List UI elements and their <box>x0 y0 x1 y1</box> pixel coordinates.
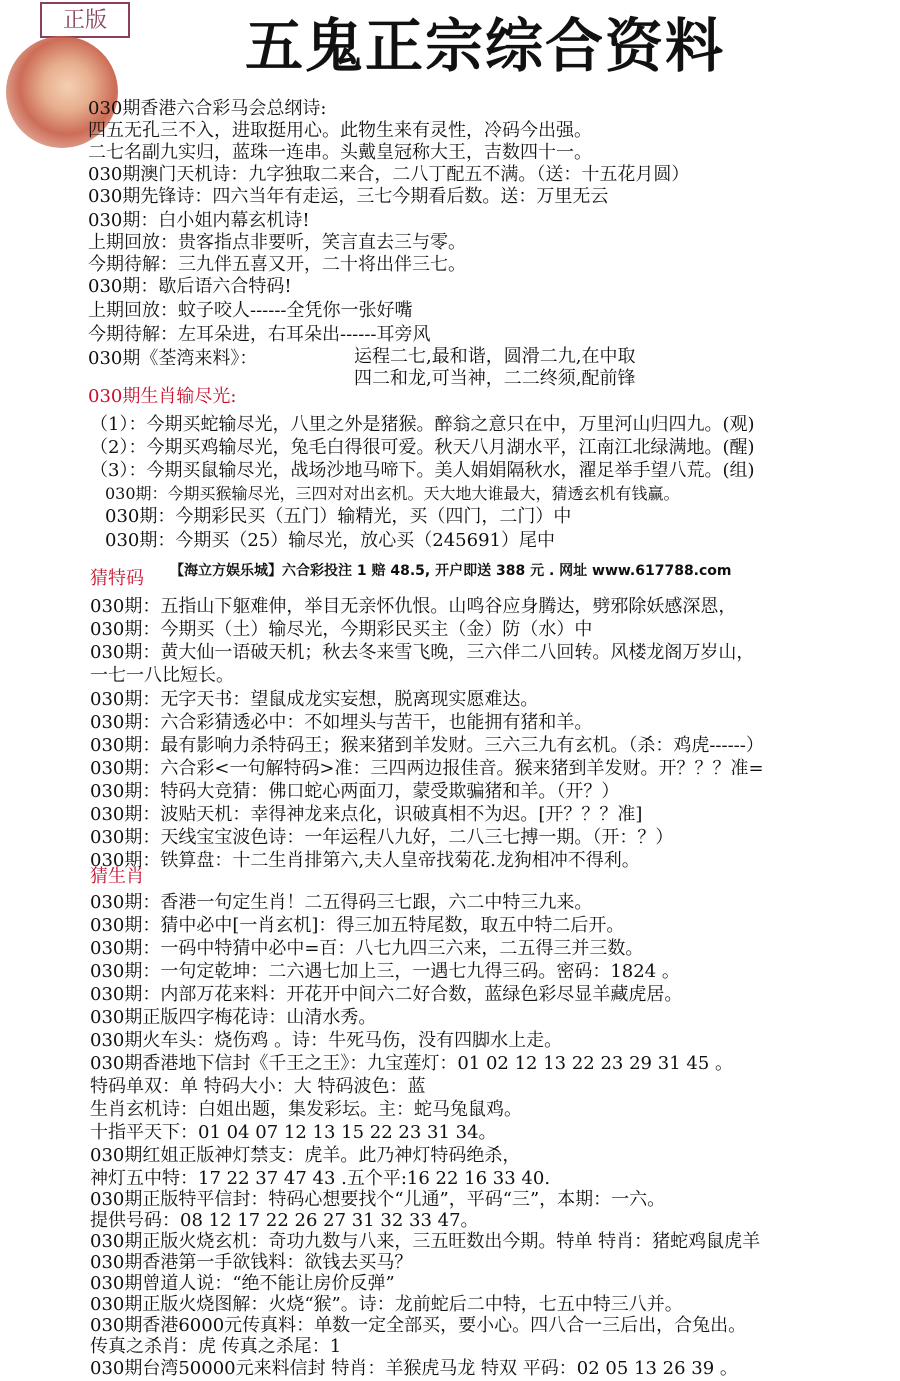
text-line: 030期澳门天机诗：九字独取二来合，二八丁配五不满。（送：十五花月圆） <box>88 164 690 185</box>
text-line: （1）：今期买蛇输尽光，八里之外是猪猴。醉翁之意只在中，万里河山归四九。(观) <box>90 414 755 435</box>
text-line: 030期：歇后语六合特码! <box>88 276 292 297</box>
text-line: 上期回放：蚊子咬人------全凭你一张好嘴 <box>88 300 413 321</box>
text-line: 特码单双：单 特码大小：大 特码波色：蓝 <box>90 1076 426 1097</box>
text-line: 四五无孔三不入，进取挺用心。此物生来有灵性，冷码今出强。 <box>88 120 592 141</box>
text-line: 030期红姐正版神灯禁支：虎羊。此乃神灯特码绝杀， <box>90 1145 521 1166</box>
text-line: 030期正版四字梅花诗：山清水秀。 <box>90 1007 377 1028</box>
text-line: 030期：猜中必中[一肖玄机]：得三加五特尾数，取五中特二后开。 <box>90 915 625 936</box>
text-line: 030期：今期彩民买（五门）输精光，买（四门，二门）中 <box>105 506 572 527</box>
text-line: 030期香港六合彩马会总纲诗: <box>88 98 327 119</box>
text-line: 030期：香港一句定生肖！二五得码三七跟，六二中特三九来。 <box>90 892 593 913</box>
text-line: 四二和龙,可当神，二二终须,配前锋 <box>354 368 636 389</box>
text-line: 030期台湾50000元来料信封 特肖：羊猴虎马龙 特双 平码：02 05 13 26 39 。 <box>90 1358 738 1379</box>
text-line: 提供号码：08 12 17 22 26 27 31 32 33 47。 <box>90 1210 479 1231</box>
text-line: 030期：今期买猴输尽光，三四对对出玄机。天大地大谁最大，猜透玄机有钱赢。 <box>105 484 680 503</box>
text-line: 上期回放：贵客指点非要听，笑言直去三与零。 <box>88 232 466 253</box>
text-line: 030期：黄大仙一语破天机；秋去冬来雪飞晚，三六伴二八回转。风楼龙阁万岁山， <box>90 642 755 663</box>
text-line: 030期香港地下信封《千王之王》：九宝莲灯：01 02 12 13 22 23 29 31 45 。 <box>90 1053 733 1074</box>
text-line: 030期香港第一手欲钱料：欲钱去买马？ <box>90 1252 413 1273</box>
section-heading: 030期生肖输尽光: <box>88 386 237 407</box>
text-line: 030期正版火烧图解：火烧“猴”。诗：龙前蛇后二中特，七五中特三八并。 <box>90 1294 683 1315</box>
text-line: 030期：一码中特猜中必中=百：八七九四三六来，二五得三并三数。 <box>90 938 644 959</box>
text-line: 运程二七,最和谐，圆滑二九,在中取 <box>354 346 636 367</box>
text-line: （3）：今期买鼠输尽光，战场沙地马啼下。美人娟娟隔秋水，濯足举手望八荒。(组) <box>90 460 755 481</box>
text-line: 二七名副九实归，蓝珠一连串。头戴皇冠称大王，吉数四十一。 <box>88 142 592 163</box>
text-line: 030期：一句定乾坤：二六遇七加上三，一遇七九得三码。密码：1824 。 <box>90 961 680 982</box>
text-line: 030期：内部万花来料：开花开中间六二好合数，蓝绿色彩尽显羊藏虎居。 <box>90 984 683 1005</box>
text-line: 一七一八比短长。 <box>90 665 234 686</box>
text-line: 030期：今期买（土）输尽光，今期彩民买主（金）防（水）中 <box>90 619 593 640</box>
text-line: 030期先锋诗：四六当年有走运，三七今期看后数。送：万里无云 <box>88 186 609 207</box>
text-line: 今期待解：三九伴五喜又开，二十将出伴三七。 <box>88 254 466 275</box>
text-line: 030期：最有影响力杀特码王；猴来猪到羊发财。三六三九有玄机。（杀：鸡虎------） <box>90 735 764 756</box>
section-heading: 猜特码 <box>90 568 144 589</box>
page-title: 五鬼正宗综合资料 <box>245 12 726 80</box>
text-line: 传真之杀肖：虎 传真之杀尾：1 <box>90 1336 342 1357</box>
text-line: 030期正版特平信封：特码心想要找个“儿通”，平码“三”，本期：一六。 <box>90 1189 666 1210</box>
text-line: （2）：今期买鸡输尽光，兔毛白得很可爱。秋天八月湖水平，江南江北绿满地。(醒) <box>90 437 755 458</box>
ad-banner: 【海立方娱乐城】六合彩投注 1 赔 48.5, 开户即送 388 元 . 网址 www.617788.com <box>170 563 732 579</box>
text-line: 030期：波贴天机：幸得神龙来点化，识破真相不为迟。[开？？？准] <box>90 804 643 825</box>
text-line: 030期：今期买（25）输尽光，放心买（245691）尾中 <box>105 530 555 551</box>
text-line: 030期《荃湾来料》： <box>88 348 258 369</box>
text-line: 030期火车头：烧伤鸡 。诗：牛死马伤，没有四脚水上走。 <box>90 1030 563 1051</box>
text-line: 030期：无字天书：望鼠成龙实妄想，脱离现实愿难达。 <box>90 689 539 710</box>
text-line: 030期：白小姐内幕玄机诗! <box>88 210 310 231</box>
text-line: 030期：天线宝宝波色诗：一年运程八九好，二八三七搏一期。（开：？） <box>90 827 674 848</box>
text-line: 030期：六合彩猜透必中：不如埋头与苦干，也能拥有猪和羊。 <box>90 712 593 733</box>
text-line: 030期：六合彩<一句解特码>准：三四两边报佳音。猴来猪到羊发财。开？？？准= <box>90 758 764 779</box>
text-line: 030期：五指山下躯难伸，举目无亲怀仇恨。山鸣谷应身腾达，劈邪除妖感深恩， <box>90 596 737 617</box>
text-line: 神灯五中特：17 22 37 47 43 .五个平:16 22 16 33 40. <box>90 1168 551 1189</box>
text-line: 030期香港6000元传真料：单数一定全部买，要小心。四八合一三后出，合兔出。 <box>90 1315 747 1336</box>
text-line: 生肖玄机诗：白姐出题，集发彩坛。主：蛇马兔鼠鸡。 <box>90 1099 522 1120</box>
text-line: 030期正版火烧玄机：奇功九数与八来，三五旺数出今期。特单 特肖：猪蛇鸡鼠虎羊 <box>90 1231 761 1252</box>
authentic-badge: 正版 <box>40 2 130 38</box>
text-line: 今期待解：左耳朵进，右耳朵出------耳旁风 <box>88 324 431 345</box>
text-line: 030期：铁算盘：十二生肖排第六,夫人皇帝找菊花.龙狗相冲不得利。 <box>90 850 640 871</box>
text-line: 十指平天下：01 04 07 12 13 15 22 23 31 34。 <box>90 1122 497 1143</box>
text-line: 030期：特码大竞猜：佛口蛇心两面刀，蒙受欺骗猪和羊。（开？） <box>90 781 620 802</box>
text-line: 030期曾道人说：“绝不能让房价反弹” <box>90 1273 395 1294</box>
section-heading: 猜生肖 <box>90 866 144 887</box>
